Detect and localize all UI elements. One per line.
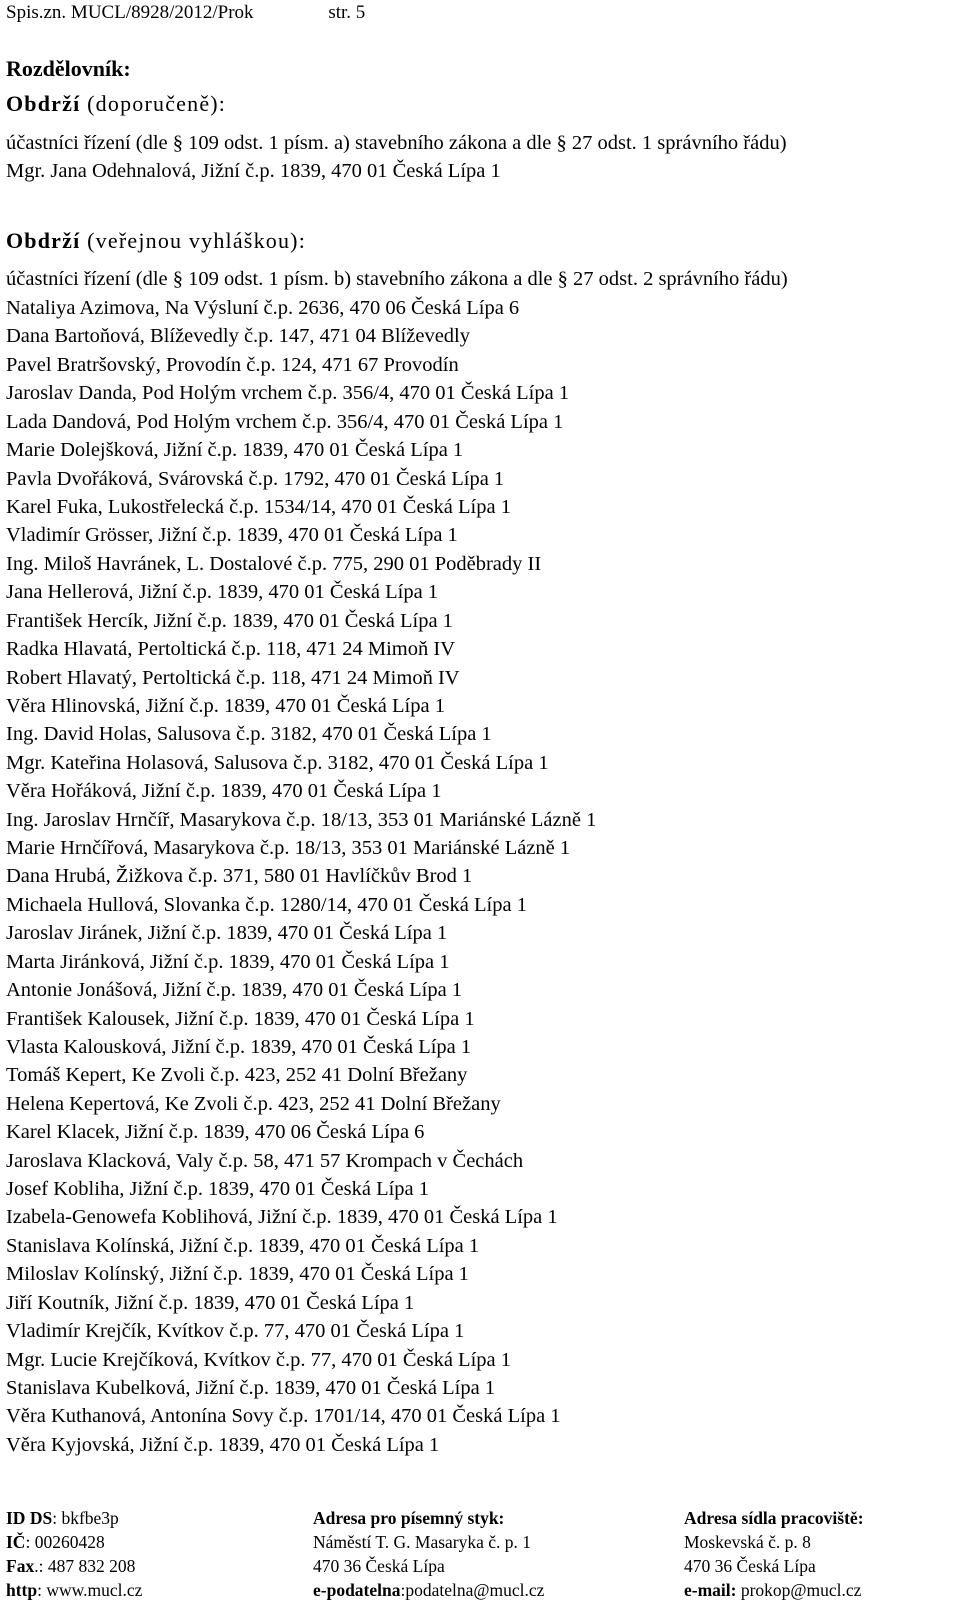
recipient-entry: Josef Kobliha, Jižní č.p. 1839, 470 01 Česká Lípa 1 [6, 1178, 430, 1200]
recipient-entry: Jiří Koutník, Jižní č.p. 1839, 470 01 Česká Lípa 1 [6, 1291, 415, 1314]
recipient-entry: Pavel Bratršovský, Provodín č.p. 124, 471 67 Provodín [6, 353, 459, 376]
recipient-entry: Jaroslav Jiránek, Jižní č.p. 1839, 470 01 Česká Lípa 1 [6, 922, 448, 945]
page-header [6, 2, 365, 24]
recipient-entry: Karel Klacek, Jižní č.p. 1839, 470 06 Česká Lípa 6 [6, 1121, 425, 1144]
recipient-entry: Antonie Jonášová, Jižní č.p. 1839, 470 01 Česká Lípa 1 [6, 979, 463, 1002]
recipient-entry: Robert Hlavatý, Pertoltická č.p. 118, 471 24 Mimoň IV [6, 666, 460, 689]
recipient-entry: Vladimír Grösser, Jižní č.p. 1839, 470 01 Česká Lípa 1 [6, 524, 458, 547]
recipient-entry: Miloslav Kolínský, Jižní č.p. 1839, 470 01 Česká Lípa 1 [6, 1263, 469, 1286]
file-number: Spis.zn. MUCL/8928/2012/Prok [6, 2, 254, 23]
ic-label: IČ [6, 1532, 26, 1552]
recipient-entry: Karel Fuka, Lukostřelecká č.p. 1534/14, 470 01 Česká Lípa 1 [6, 495, 511, 518]
recipient-entry: František Kalousek, Jižní č.p. 1839, 470 01 Česká Lípa 1 [6, 1007, 475, 1030]
heading-rest: (doporučeně): [80, 91, 227, 116]
recipient-entry: Věra Hlinovská, Jižní č.p. 1839, 470 01 Česká Lípa 1 [6, 694, 445, 717]
recipient-entry: Stanislava Kolínská, Jižní č.p. 1839, 470 01 Česká Lípa 1 [6, 1234, 480, 1257]
recipient-entry: Michaela Hullová, Slovanka č.p. 1280/14, 470 01 Česká Lípa 1 [6, 893, 527, 916]
office-address-heading: Adresa sídla pracoviště: [684, 1508, 864, 1528]
footer-office-address-column [684, 1506, 864, 1602]
recipient-entry: Mgr. Lucie Krejčíková, Kvítkov č.p. 77, 470 01 Česká Lípa 1 [6, 1348, 511, 1371]
section-intro-public-notice: účastníci řízení (dle § 109 odst. 1 písm. b) stavebního zákona a dle § 27 odst. 2 správního řádu) [6, 268, 788, 290]
recipient-entry: Mgr. Jana Odehnalová, Jižní č.p. 1839, 470 01 Česká Lípa 1 [6, 160, 501, 182]
footer-mailing-address-column [313, 1506, 544, 1602]
recipient-entry: Věra Hořáková, Jižní č.p. 1839, 470 01 Česká Lípa 1 [6, 780, 442, 803]
website-link[interactable]: : www.mucl.cz [37, 1580, 143, 1600]
recipient-entry: Mgr. Kateřina Holasová, Salusova č.p. 3182, 470 01 Česká Lípa 1 [6, 751, 549, 774]
recipient-entry: Lada Dandová, Pod Holým vrchem č.p. 356/4, 470 01 Česká Lípa 1 [6, 410, 564, 433]
mailing-address-heading: Adresa pro písemný styk: [313, 1508, 505, 1528]
office-address-line2: 470 36 Česká Lípa [684, 1556, 816, 1576]
recipient-entry: Ing. Miloš Havránek, L. Dostalové č.p. 775, 290 01 Poděbrady II [6, 552, 542, 575]
recipient-entry: Pavla Dvořáková, Svárovská č.p. 1792, 470 01 Česká Lípa 1 [6, 467, 505, 490]
email-link[interactable]: prokop@mucl.cz [736, 1580, 862, 1600]
recipient-entry: Věra Kyjovská, Jižní č.p. 1839, 470 01 Česká Lípa 1 [6, 1433, 440, 1456]
recipient-entry: Marie Dolejšková, Jižní č.p. 1839, 470 01 Česká Lípa 1 [6, 439, 464, 462]
recipient-entry: Jaroslava Klacková, Valy č.p. 58, 471 57 Krompach v Čechách [6, 1149, 524, 1172]
heading-bold: Obdrží [6, 228, 81, 253]
recipient-entry: Dana Bartoňová, Blíževedly č.p. 147, 471 04 Blíževedly [6, 325, 470, 348]
recipient-entry: Vladimír Krejčík, Kvítkov č.p. 77, 470 01 Česká Lípa 1 [6, 1320, 465, 1343]
recipient-entry: Marie Hrnčířová, Masarykova č.p. 18/13, 353 01 Mariánské Lázně 1 [6, 837, 571, 859]
recipient-entry: Nataliya Azimova, Na Výsluní č.p. 2636, 470 06 Česká Lípa 6 [6, 297, 520, 319]
footer-contact-column [6, 1506, 142, 1602]
recipient-entry: Ing. Jaroslav Hrnčíř, Masarykova č.p. 18/13, 353 01 Mariánské Lázně 1 [6, 808, 597, 831]
recipient-entry: Ing. David Holas, Salusova č.p. 3182, 470 01 Česká Lípa 1 [6, 723, 492, 746]
heading-rest: (veřejnou vyhláškou): [80, 228, 307, 253]
e-podatelna-label: e-podatelna [313, 1580, 401, 1600]
recipient-entry: Jana Hellerová, Jižní č.p. 1839, 470 01 Česká Lípa 1 [6, 581, 439, 604]
http-label: http [6, 1580, 38, 1600]
mailing-address-line1: Náměstí T. G. Masaryka č. p. 1 [313, 1532, 532, 1552]
recipient-entry: Radka Hlavatá, Pertoltická č.p. 118, 471 24 Mimoň IV [6, 638, 456, 660]
recipient-entry: Dana Hrubá, Žižkova č.p. 371, 580 01 Havlíčkův Brod 1 [6, 865, 473, 888]
recipient-entry: Věra Kuthanová, Antonína Sovy č.p. 1701/14, 470 01 Česká Lípa 1 [6, 1405, 561, 1428]
document-title: Rozdělovník: [6, 56, 131, 81]
recipient-entry: Stanislava Kubelková, Jižní č.p. 1839, 470 01 Česká Lípa 1 [6, 1377, 496, 1399]
mailing-address-line2: 470 36 Česká Lípa [313, 1556, 445, 1576]
recipient-entry: Jaroslav Danda, Pod Holým vrchem č.p. 356/4, 470 01 Česká Lípa 1 [6, 382, 570, 405]
fax-label: Fax [6, 1556, 35, 1576]
heading-bold: Obdrží [6, 91, 81, 116]
recipient-entry: Izabela-Genowefa Koblihová, Jižní č.p. 1839, 470 01 Česká Lípa 1 [6, 1206, 558, 1229]
recipient-entry: Tomáš Kepert, Ke Zvoli č.p. 423, 252 41 Dolní Břežany [6, 1064, 468, 1087]
recipient-entry: Vlasta Kalousková, Jižní č.p. 1839, 470 01 Česká Lípa 1 [6, 1035, 472, 1058]
email-label: e-mail: [684, 1580, 737, 1600]
section-intro-registered: účastníci řízení (dle § 109 odst. 1 písm. a) stavebního zákona a dle § 27 odst. 1 správního řádu) [6, 132, 787, 154]
id-ds-label: ID DS [6, 1508, 53, 1528]
office-address-line1: Moskevská č. p. 8 [684, 1532, 811, 1552]
recipient-entry: Helena Kepertová, Ke Zvoli č.p. 423, 252 41 Dolní Břežany [6, 1092, 501, 1115]
e-podatelna-link[interactable]: :podatelna@mucl.cz [400, 1580, 545, 1600]
section-heading-registered [6, 91, 226, 117]
recipient-entry: František Hercík, Jižní č.p. 1839, 470 01 Česká Lípa 1 [6, 609, 453, 632]
recipient-entry: Marta Jiránková, Jižní č.p. 1839, 470 01 Česká Lípa 1 [6, 950, 450, 973]
id-ds-value: : bkfbe3p [52, 1508, 119, 1528]
fax-value: .: 487 832 208 [34, 1556, 136, 1576]
page-number: str. 5 [328, 2, 366, 23]
ic-value: : 00260428 [25, 1532, 105, 1552]
section-heading-public-notice [6, 228, 306, 254]
